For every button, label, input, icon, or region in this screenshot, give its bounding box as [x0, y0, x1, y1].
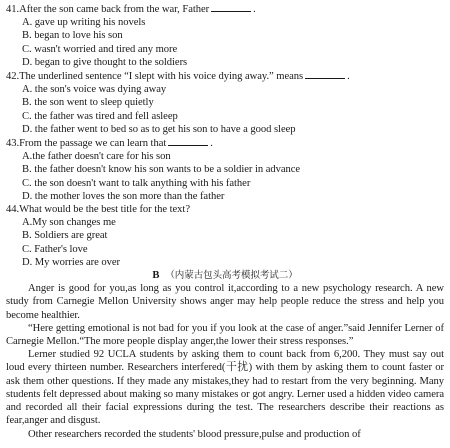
- section-heading: [6, 269, 444, 282]
- passage-paragraph-3: Lerner studied 92 UCLA students by asking them to count back from 6,200. They must say out loud every thirteen number. Researchers interfered(干扰) with them by asking them to count faster or ask them other questions. If they made any mistakes,they had to restart from the very beginning. Many students felt depressed about making so many mistakes or got angry. Lerner used a hidden video camera and recorded all their facial expressions during the test. The researchers describe their reactions as fear,anger and disgust.: [6, 349, 444, 427]
- passage-paragraph-1: Anger is good for you,as long as you control it,according to a new psychology research. A new study from Carnegie Mellon University shows anger may help people reduce the stress and help you become healthier.: [6, 283, 444, 321]
- option-b: B. the son went to sleep quietly: [22, 97, 154, 109]
- answer-blank: [211, 2, 251, 12]
- question-41: [6, 2, 444, 69]
- option-d: D. began to give thought to the soldiers: [22, 56, 188, 68]
- option-c: C. Father's love: [22, 243, 88, 255]
- question-number: 43.: [6, 138, 20, 150]
- section-source-note: （内蒙古包头高考模拟考试二）: [165, 270, 298, 282]
- question-44: [6, 203, 444, 269]
- question-stem: [6, 2, 444, 16]
- option-b: B. began to love his son: [22, 30, 123, 42]
- question-text: The underlined sentence “I slept with his voice dying away.” means: [19, 71, 304, 83]
- question-stem: [6, 203, 444, 216]
- option-a: A. gave up writing his novels: [22, 17, 146, 29]
- option-a: A.My son changes me: [22, 217, 116, 229]
- option-a: A.the father doesn't care for his son: [22, 151, 171, 163]
- option-d: D. My worries are over: [22, 256, 121, 268]
- question-42: [6, 69, 444, 136]
- question-stem: [6, 136, 444, 150]
- section-letter: B: [152, 270, 160, 282]
- option-b: B. Soldiers are great: [22, 230, 108, 242]
- option-c: C. the father was tired and fell asleep: [22, 110, 178, 122]
- question-text: What would be the best title for the text?: [19, 204, 190, 216]
- question-text-end: .: [253, 4, 256, 15]
- question-43: [6, 136, 444, 203]
- question-text-end: .: [210, 138, 213, 150]
- question-stem: [6, 69, 444, 83]
- option-c: C. wasn't worried and tired any more: [22, 43, 178, 55]
- question-text-end: .: [347, 71, 350, 83]
- answer-blank: [168, 136, 208, 146]
- option-b: B. the father doesn't know his son wants to be a soldier in advance: [22, 164, 301, 176]
- question-number: 42.: [6, 71, 20, 83]
- question-number: 41.: [6, 4, 20, 15]
- passage-paragraph-2: “Here getting emotional is not bad for you if you look at the case of anger.”said Jennifer Lerner of Carnegie Mellon.“The more people display anger,the lower their stress responses.”: [6, 322, 444, 348]
- question-text: From the passage we can learn that: [19, 138, 167, 150]
- answer-blank: [305, 69, 345, 79]
- question-number: 44.: [6, 204, 20, 216]
- question-text: After the son came back from the war, Father: [19, 4, 210, 15]
- option-a: A. the son's voice was dying away: [22, 84, 167, 96]
- option-c: C. the son doesn't want to talk anything with his father: [22, 177, 251, 189]
- option-d: D. the father went to bed so as to get his son to have a good sleep: [22, 123, 296, 135]
- option-d: D. the mother loves the son more than the father: [22, 190, 225, 202]
- passage-paragraph-4: Other researchers recorded the students' blood pressure,pulse and production of: [28, 428, 361, 440]
